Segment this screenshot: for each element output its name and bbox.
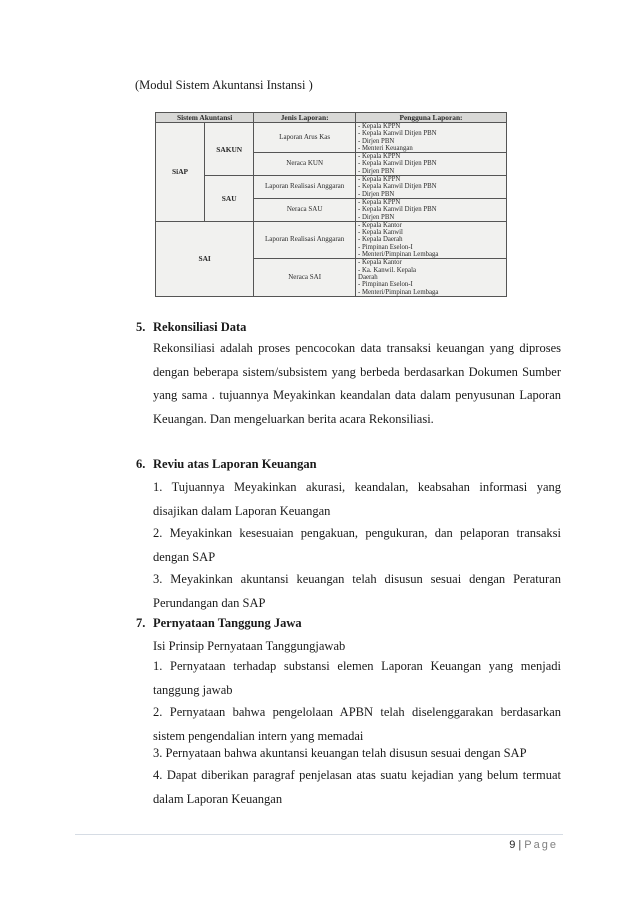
table-row [156, 123, 507, 153]
cell-users: - Kepala KPPN - Kepala Kanwil Ditjen PBN - Dirjen PBN - Menteri Keuangan [356, 123, 507, 153]
cell-report: Laporan Realisasi Anggaran [254, 176, 356, 199]
page-footer [509, 839, 558, 851]
section-5-title: Rekonsiliasi Data [153, 320, 247, 334]
cell-report: Neraca KUN [254, 153, 356, 176]
header-jenis: Jenis Laporan: [254, 113, 356, 123]
cell-users: - Kepala KPPN - Kepala Kanwil Ditjen PBN - Dirjen PBN [356, 198, 507, 221]
footer-separator: | [518, 839, 522, 851]
section-7-item-3: 3. Pernyataan bahwa akuntansi keuangan telah disusun sesuai dengan SAP [153, 746, 527, 760]
cell-sai: SAI [156, 221, 254, 296]
section-7-number: 7. [136, 616, 146, 630]
section-5-text: Rekonsiliasi adalah proses pencocokan data transaksi keuangan yang diproses dengan beberapa sistem/subsistem yang berbeda berdasarkan Dokumen Sumber yang sama . tujuannya Meyakinkan keandalan data dalam penyusunan Laporan Keuangan. Dan mengeluarkan berita acara Rekonsiliasi. [153, 341, 561, 426]
cell-report: Neraca SAI [254, 259, 356, 296]
figure-caption: (Modul Sistem Akuntansi Instansi ) [135, 78, 313, 92]
header-pengguna: Pengguna Laporan: [356, 113, 507, 123]
cell-users: - Kepala Kantor - Kepala Kanwil - Kepala Daerah - Pimpinan Eselon-I - Menteri/Pimpinan Lembaga [356, 221, 507, 258]
section-6-title: Reviu atas Laporan Keuangan [153, 457, 317, 471]
table-row [156, 176, 507, 199]
section-7-item-2: 2. Pernyataan bahwa pengelolaan APBN telah diselenggarakan berdasarkan sistem pengendalian intern yang memadai [153, 705, 561, 743]
cell-siap: SiAP [156, 123, 205, 222]
header-sistem: Sistem Akuntansi [156, 113, 254, 123]
table-row [156, 221, 507, 258]
cell-users: - Kepala KPPN - Kepala Kanwil Ditjen PBN - Dirjen PBN [356, 153, 507, 176]
table-header-row [156, 113, 507, 123]
cell-users: - Kepala Kantor - Ka. Kanwil. Kepala Daerah - Pimpinan Eselon-I - Menteri/Pimpinan Lembaga [356, 259, 507, 296]
page-label: Page [524, 839, 558, 851]
cell-report: Laporan Realisasi Anggaran [254, 221, 356, 258]
footer-divider [75, 834, 563, 835]
section-7-item-1: 1. Pernyataan terhadap substansi elemen Laporan Keuangan yang menjadi tanggung jawab [153, 659, 561, 697]
accounting-system-table [155, 112, 507, 296]
section-7-title: Pernyataan Tanggung Jawa [153, 616, 302, 630]
section-5-number: 5. [136, 320, 146, 334]
cell-sakun: SAKUN [205, 123, 254, 176]
page-number: 9 [509, 839, 516, 851]
cell-users: - Kepala KPPN - Kepala Kanwil Ditjen PBN - Dirjen PBN [356, 176, 507, 199]
section-6-item-1: 1. Tujuannya Meyakinkan akurasi, keandalan, keabsahan informasi yang disajikan dalam Laporan Keuangan [153, 480, 561, 518]
section-6-number: 6. [136, 457, 146, 471]
cell-report: Neraca SAU [254, 198, 356, 221]
cell-report: Laporan Arus Kas [254, 123, 356, 153]
section-7-item-4: 4. Dapat diberikan paragraf penjelasan atas suatu kejadian yang belum termuat dalam Laporan Keuangan [153, 768, 561, 806]
section-6-item-3: 3. Meyakinkan akuntansi keuangan telah disusun sesuai dengan Peraturan Perundangan dan SAP [153, 572, 561, 610]
cell-sau: SAU [205, 176, 254, 222]
section-6-item-2: 2. Meyakinkan kesesuaian pengakuan, pengukuran, dan pelaporan transaksi dengan SAP [153, 526, 561, 564]
section-7-intro: Isi Prinsip Pernyataan Tanggungjawab [153, 639, 346, 653]
